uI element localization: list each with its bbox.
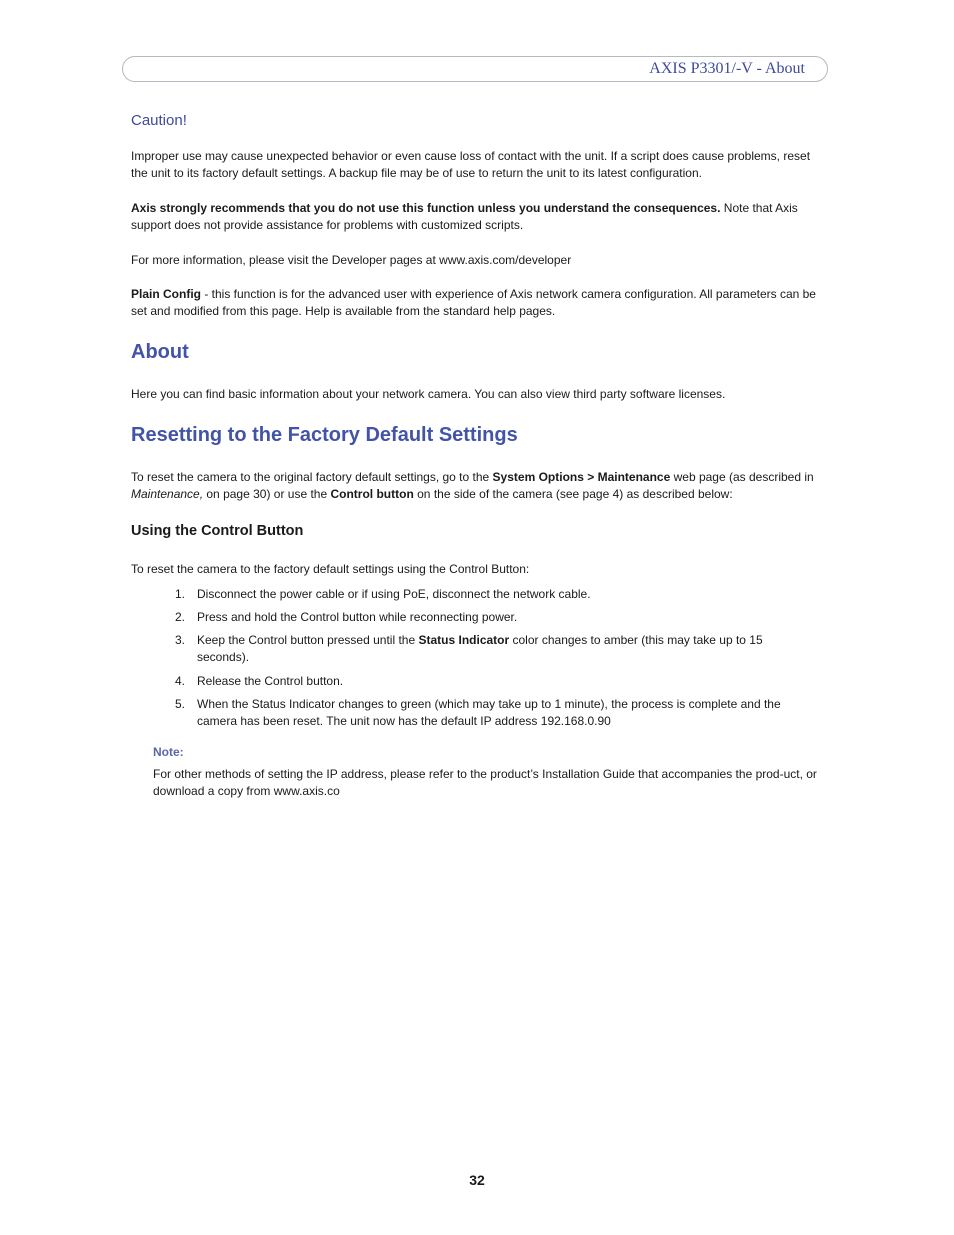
about-text: Here you can find basic information about your network camera. You can also view third party software licenses. [131,387,726,401]
caution-paragraph-1: Improper use may cause unexpected behavior or even cause loss of contact with the unit. If a script does cause problems, reset the unit to its factory default settings. A backup file may be of use to return the unit to its latest configuration. [131,149,811,181]
status-indicator-ref: Status Indicator [418,633,510,647]
developer-info: For more information, please visit the Developer pages at www.axis.com/developer [131,253,572,267]
reset-paragraph [131,469,821,504]
caution-warning-rest: Note that Axis support does not provide assistance for problems with customized scripts. [131,201,798,233]
step-text [197,632,817,667]
system-options-ref: System Options > Maintenance [492,470,671,484]
plain-config-term: Plain Config [131,287,201,301]
note-label: Note: [153,745,184,759]
reset-text-e: on page 30) or use the [203,487,331,502]
step-text: When the Status Indicator changes to green (which may take up to 1 minute), the process is complete and the camera has been reset. The unit now has the default IP address 192.168.0.90 [197,697,781,729]
note-text: For other methods of setting the IP address, please refer to the product’s Installation Guide that accompanies the prod-uct, or download a copy from www.axis.co [153,767,817,799]
header-title: AXIS P3301/-V - About [649,60,805,77]
page-number: 32 [469,1172,485,1188]
step-number: 3. [175,633,186,647]
plain-config-paragraph [131,286,821,321]
plain-config-desc: - this function is for the advanced user with experience of Axis network camera configuration. All parameters can be set and modified from this page. Help is available from the standard help pages. [131,287,816,319]
page-header [122,56,828,82]
caution-warning-bold: Axis strongly recommends that you do not use this function unless you understand the consequences. [131,201,721,215]
about-heading: About [131,341,189,363]
reset-text-g: on the side of the camera (see page 4) as described below: [413,487,733,502]
step-text-a: Keep the Control button pressed until the [197,633,419,647]
control-intro: To reset the camera to the factory default settings using the Control Button: [131,562,530,576]
step-number: 2. [175,610,186,624]
step-number: 1. [175,587,186,601]
caution-paragraph-2 [131,200,821,235]
reset-text-a: To reset the camera to the original factory default settings, go to the [131,470,493,484]
step-text: Release the Control button. [197,674,344,688]
reset-heading: Resetting to the Factory Default Settings [131,424,518,446]
step-text-c: color changes to amber (this may take up to 15 seconds). [197,633,763,665]
reset-text-c: web page (as described in [670,470,814,484]
control-button-ref: Control button [330,487,414,502]
step-number: 4. [175,674,186,688]
step-number: 5. [175,697,186,711]
step-text: Disconnect the power cable or if using PoE, disconnect the network cable. [197,587,591,601]
step-text: Press and hold the Control button while reconnecting power. [197,610,518,624]
maintenance-ref: Maintenance, [131,487,204,502]
caution-heading: Caution! [131,112,187,129]
control-button-heading: Using the Control Button [131,523,304,539]
